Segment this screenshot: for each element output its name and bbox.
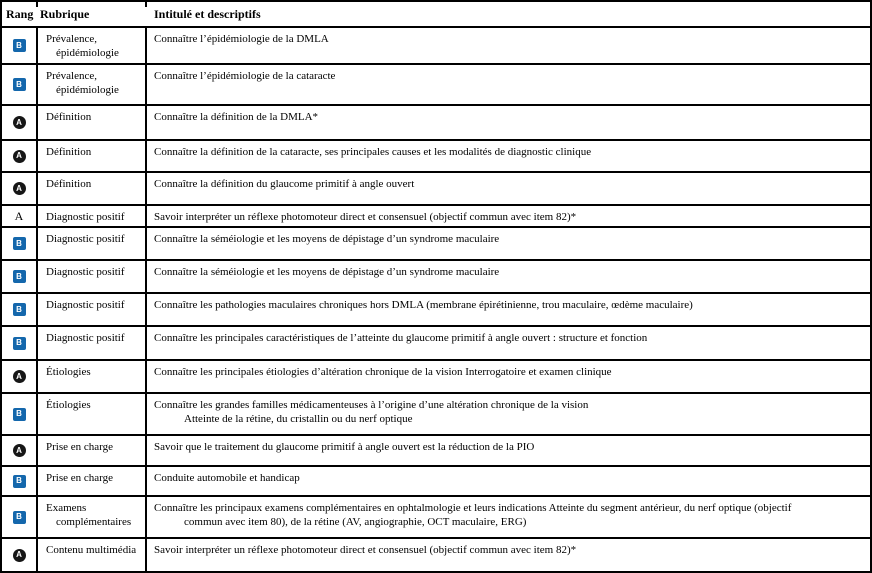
descriptif-line: commun avec item 80), de la rétine (AV, angiographie, OCT maculaire, ERG) bbox=[184, 516, 527, 528]
descriptif-line: Connaître la séméiologie et les moyens de dépistage d’un syndrome maculaire bbox=[154, 233, 500, 245]
rubrique-line: Définition bbox=[46, 146, 92, 158]
table-row bbox=[2, 28, 870, 65]
rang-cell bbox=[2, 327, 38, 359]
rubrique-cell bbox=[38, 261, 147, 292]
descriptif-cell bbox=[147, 228, 870, 259]
rang-a-badge: A bbox=[13, 182, 26, 195]
rang-a-badge: A bbox=[13, 370, 26, 383]
rubrique-line: Diagnostic positif bbox=[46, 299, 125, 311]
rang-cell bbox=[2, 436, 38, 465]
rang-a-badge: A bbox=[13, 549, 26, 562]
table-row bbox=[2, 106, 870, 141]
rang-cell bbox=[2, 141, 38, 171]
rang-cell bbox=[2, 106, 38, 139]
rubrique-line: Définition bbox=[46, 178, 92, 190]
header-column-tick bbox=[36, 2, 38, 7]
rang-cell bbox=[2, 261, 38, 292]
descriptif-line: Savoir que le traitement du glaucome primitif à angle ouvert est la réduction de la PIO bbox=[154, 441, 535, 453]
rubrique-cell bbox=[38, 206, 147, 226]
rubrique-line: épidémiologie bbox=[56, 84, 119, 96]
table-row bbox=[2, 327, 870, 361]
descriptif-line: Connaître les principales caractéristiques de l’atteinte du glaucome primitif à angle ouvert : structure et fonction bbox=[154, 332, 648, 344]
descriptif-cell bbox=[147, 294, 870, 325]
rang-cell bbox=[2, 28, 38, 63]
rubrique-line: Diagnostic positif bbox=[46, 332, 125, 344]
rubrique-cell bbox=[38, 228, 147, 259]
descriptif-line: Connaître la définition de la cataracte, ses principales causes et les modalités de diagnostic clinique bbox=[154, 146, 592, 158]
header-intitule: Intitulé et descriptifs bbox=[154, 7, 261, 21]
rang-b-badge: B bbox=[13, 303, 26, 316]
descriptif-cell bbox=[147, 436, 870, 465]
rang-cell bbox=[2, 228, 38, 259]
header-column-tick bbox=[145, 2, 147, 7]
descriptif-line: Connaître les principales étiologies d’altération chronique de la vision Interrogatoire et examen clinique bbox=[154, 366, 612, 378]
table-row bbox=[2, 294, 870, 327]
table-row bbox=[2, 394, 870, 436]
rang-b-badge: B bbox=[13, 408, 26, 421]
descriptif-cell bbox=[147, 467, 870, 495]
rubrique-cell bbox=[38, 65, 147, 104]
rubrique-line: Diagnostic positif bbox=[46, 211, 125, 223]
rubrique-line: Examens bbox=[46, 502, 87, 514]
rubrique-cell bbox=[38, 467, 147, 495]
descriptif-cell bbox=[147, 28, 870, 63]
rubrique-cell bbox=[38, 173, 147, 204]
table-row bbox=[2, 228, 870, 261]
rubrique-cell bbox=[38, 28, 147, 63]
table-row bbox=[2, 65, 870, 106]
rang-cell bbox=[2, 539, 38, 571]
rubrique-cell bbox=[38, 106, 147, 139]
descriptif-cell bbox=[147, 497, 870, 537]
descriptif-cell bbox=[147, 327, 870, 359]
header-rang: Rang bbox=[6, 7, 34, 21]
rubrique-cell bbox=[38, 539, 147, 571]
descriptif-line: Connaître la définition de la DMLA* bbox=[154, 111, 319, 123]
rubrique-line: Étiologies bbox=[46, 366, 91, 378]
descriptif-cell bbox=[147, 173, 870, 204]
table-row bbox=[2, 173, 870, 206]
descriptif-cell bbox=[147, 65, 870, 104]
rang-b-badge: B bbox=[13, 475, 26, 488]
rubrique-line: Prise en charge bbox=[46, 472, 113, 484]
rang-cell bbox=[2, 467, 38, 495]
rubrique-cell bbox=[38, 497, 147, 537]
rubrique-cell bbox=[38, 436, 147, 465]
rang-cell bbox=[2, 206, 38, 226]
rang-a-badge: A bbox=[13, 444, 26, 457]
rubrique-line: Contenu multimédia bbox=[46, 544, 137, 556]
rang-b-badge: B bbox=[13, 270, 26, 283]
rubrique-cell bbox=[38, 141, 147, 171]
descriptif-line: Conduite automobile et handicap bbox=[154, 472, 300, 484]
rubrique-line: complémentaires bbox=[56, 516, 132, 528]
rubrique-line: Diagnostic positif bbox=[46, 266, 125, 278]
descriptif-line: Connaître la définition du glaucome primitif à angle ouvert bbox=[154, 178, 415, 190]
rubrique-cell bbox=[38, 361, 147, 392]
descriptif-line: Connaître les principaux examens complémentaires en ophtalmologie et leurs indications Atteinte du segment antérieur, du nerf optique (objectif bbox=[154, 502, 792, 514]
rang-cell bbox=[2, 497, 38, 537]
rang-cell bbox=[2, 65, 38, 104]
descriptif-line: Connaître l’épidémiologie de la DMLA bbox=[154, 33, 329, 45]
rubrique-cell bbox=[38, 294, 147, 325]
header-rubrique: Rubrique bbox=[40, 7, 90, 21]
rubrique-line: Définition bbox=[46, 111, 92, 123]
table-row bbox=[2, 206, 870, 228]
rang-b-badge: B bbox=[13, 511, 26, 524]
table-row bbox=[2, 261, 870, 294]
table-row bbox=[2, 497, 870, 539]
rubrique-line: Prévalence, bbox=[46, 70, 97, 82]
table-row bbox=[2, 436, 870, 467]
descriptif-cell bbox=[147, 261, 870, 292]
descriptif-cell bbox=[147, 394, 870, 434]
descriptif-line: Connaître les grandes familles médicamenteuses à l’origine d’une altération chronique de la vision bbox=[154, 399, 589, 411]
descriptif-cell bbox=[147, 361, 870, 392]
descriptif-cell bbox=[147, 141, 870, 171]
descriptif-line: Atteinte de la rétine, du cristallin ou du nerf optique bbox=[184, 413, 413, 425]
rubrique-line: Prise en charge bbox=[46, 441, 113, 453]
table-row bbox=[2, 141, 870, 173]
descriptif-cell bbox=[147, 106, 870, 139]
rang-cell bbox=[2, 173, 38, 204]
rubrique-line: épidémiologie bbox=[56, 47, 119, 59]
table-header-row bbox=[2, 2, 870, 28]
rubrique-line: Prévalence, bbox=[46, 33, 97, 45]
descriptif-line: Savoir interpréter un réflexe photomoteur direct et consensuel (objectif commun avec item 82)* bbox=[154, 544, 577, 556]
rang-a-badge: A bbox=[13, 150, 26, 163]
descriptif-line: Connaître la séméiologie et les moyens de dépistage d’un syndrome maculaire bbox=[154, 266, 500, 278]
rang-cell bbox=[2, 294, 38, 325]
rang-cell bbox=[2, 361, 38, 392]
descriptif-line: Connaître les pathologies maculaires chroniques hors DMLA (membrane épirétinienne, trou maculaire, œdème maculaire) bbox=[154, 299, 693, 311]
rubrique-cell bbox=[38, 394, 147, 434]
rang-b-badge: B bbox=[13, 337, 26, 350]
rang-b-badge: B bbox=[13, 39, 26, 52]
rang-b-badge: B bbox=[13, 78, 26, 91]
descriptif-cell bbox=[147, 539, 870, 571]
table-row bbox=[2, 361, 870, 394]
rubrique-line: Étiologies bbox=[46, 399, 91, 411]
descriptif-line: Connaître l’épidémiologie de la cataracte bbox=[154, 70, 336, 82]
rang-text: A bbox=[14, 208, 24, 223]
rubrique-line: Diagnostic positif bbox=[46, 233, 125, 245]
rang-cell bbox=[2, 394, 38, 434]
descriptif-cell bbox=[147, 206, 870, 226]
table-row bbox=[2, 467, 870, 497]
descriptif-line: Savoir interpréter un réflexe photomoteur direct et consensuel (objectif commun avec item 82)* bbox=[154, 211, 577, 223]
rang-a-badge: A bbox=[13, 116, 26, 129]
rang-b-badge: B bbox=[13, 237, 26, 250]
rubrique-cell bbox=[38, 327, 147, 359]
table-row bbox=[2, 539, 870, 571]
